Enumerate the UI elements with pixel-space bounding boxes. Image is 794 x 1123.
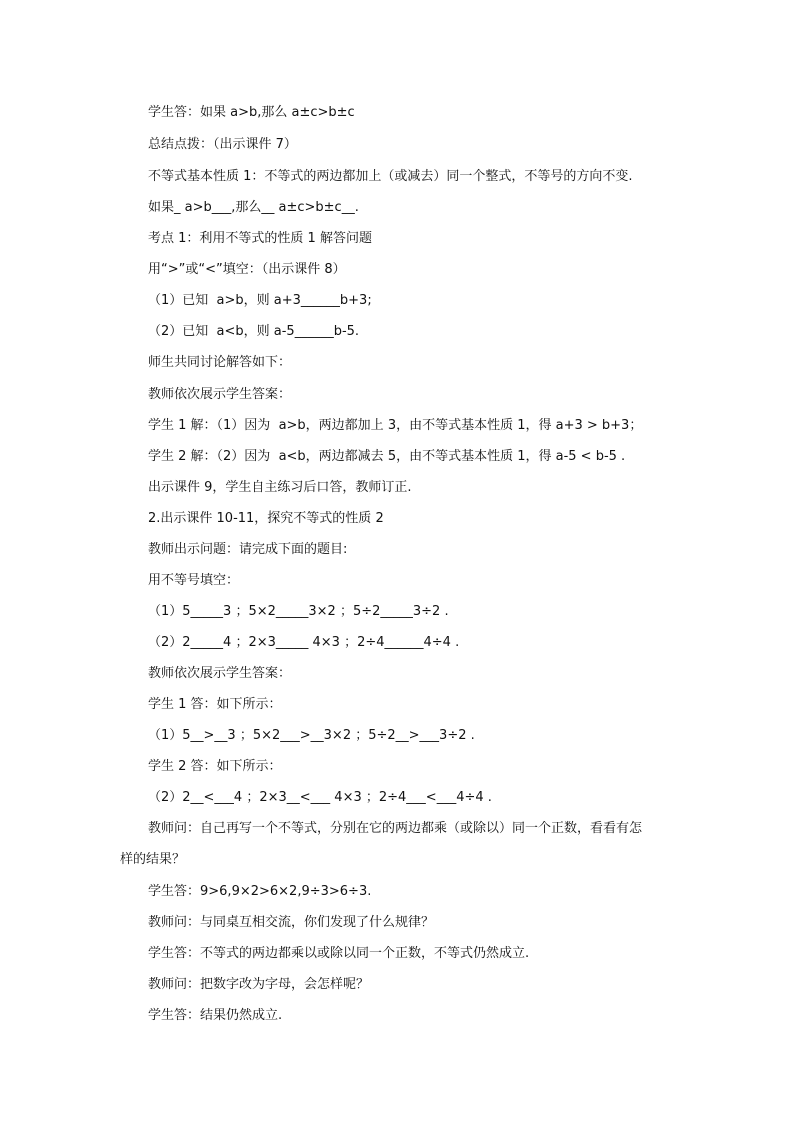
answer-line: （2）2__<___4 ；2×3__<___ 4×3 ；2÷4___<___4÷4 . bbox=[148, 790, 492, 805]
text-line: 不等式基本性质 1：不等式的两边都加上（或减去）同一个整式，不等号的方向不变. bbox=[148, 169, 633, 184]
section-heading: 考点 1：利用不等式的性质 1 解答问题 bbox=[148, 231, 372, 246]
answer-line: （1）5__>__3 ；5×2___>__3×2 ；5÷2__>___3÷2 . bbox=[148, 728, 475, 743]
exercise-line: （2）2_____4 ；2×3_____ 4×3 ；2÷4______4÷4 . bbox=[148, 635, 460, 650]
text-line: 师生共同讨论解答如下： bbox=[148, 355, 292, 370]
text-line: 学生 2 答：如下所示： bbox=[148, 759, 282, 774]
text-line: 教师出示问题：请完成下面的题目: bbox=[148, 542, 348, 557]
question-line: 教师问：自己再写一个不等式，分别在它的两边都乘（或除以）同一个正数，看看有怎 bbox=[148, 821, 643, 836]
exercise-line: （1）5_____3 ；5×2_____3×2 ；5÷2_____3÷2 . bbox=[148, 604, 449, 619]
text-line: 教师依次展示学生答案： bbox=[148, 666, 292, 681]
answer-line: 学生答：9>6,9×2>6×2,9÷3>6÷3. bbox=[148, 884, 372, 899]
section-heading: 2.出示课件 10-11，探究不等式的性质 2 bbox=[148, 511, 384, 526]
text-line: 出示课件 9，学生自主练习后口答，教师订正. bbox=[148, 480, 412, 495]
answer-line: 学生 2 解：（2）因为 a<b，两边都减去 5，由不等式基本性质 1，得 a-5 < b-5 . bbox=[148, 449, 626, 464]
text-line: 用“>”或“<”填空：（出示课件 8） bbox=[148, 262, 346, 277]
text-line: 教师依次展示学生答案： bbox=[148, 387, 292, 402]
text-line: 用不等号填空： bbox=[148, 573, 240, 588]
text-line: 学生答：如果 a>b,那么 a±c>b±c bbox=[148, 105, 355, 120]
question-line: 教师问：把数字改为字母，会怎样呢？ bbox=[148, 977, 370, 992]
text-line: 总结点拨：（出示课件 7） bbox=[148, 137, 297, 152]
text-line: 如果_ a>b___,那么__ a±c>b±c__. bbox=[148, 200, 359, 215]
text-line: 学生 1 答：如下所示： bbox=[148, 697, 282, 712]
question-line: 教师问：与同桌互相交流，你们发现了什么规律？ bbox=[148, 915, 435, 930]
answer-line: 学生答：不等式的两边都乘以或除以同一个正数，不等式仍然成立. bbox=[148, 946, 530, 961]
answer-line: 学生 1 解：（1）因为 a>b，两边都加上 3，由不等式基本性质 1，得 a+3 > b+3； bbox=[148, 418, 643, 433]
question-line-continued: 样的结果？ bbox=[120, 852, 186, 867]
exercise-line: （1）已知 a>b，则 a+3______b+3; bbox=[148, 293, 372, 308]
answer-line: 学生答：结果仍然成立. bbox=[148, 1008, 283, 1023]
exercise-line: （2）已知 a<b，则 a-5______b-5. bbox=[148, 324, 360, 339]
